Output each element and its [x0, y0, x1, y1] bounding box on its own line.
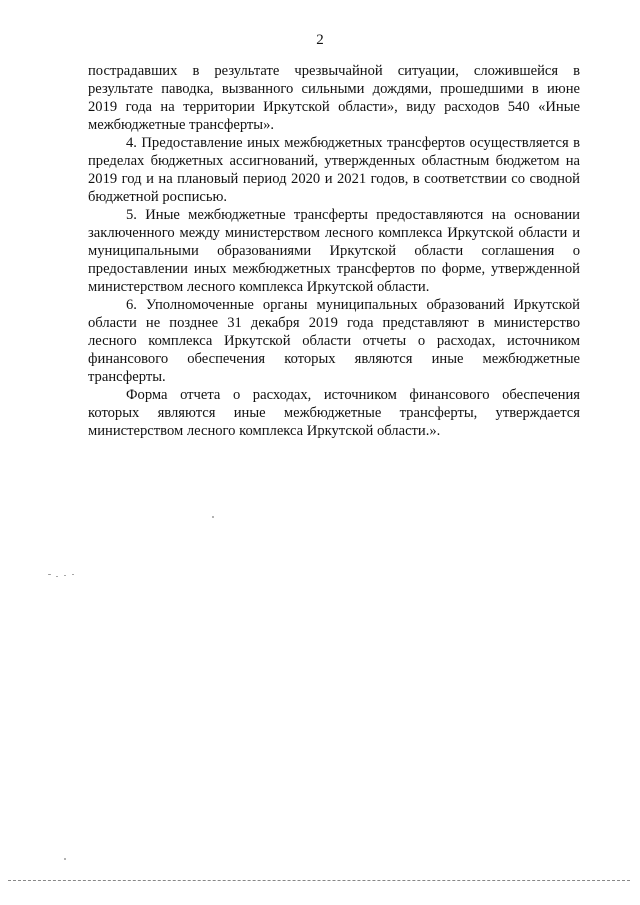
scan-speck — [64, 575, 66, 576]
paragraph-report-form: Форма отчета о расходах, источником финансового обеспечения которых являются иные межбюджетные трансферты, утверждается министерством лесного комплекса Иркутской области.». — [88, 387, 580, 439]
scan-speck — [48, 574, 51, 575]
paragraph-item-5: 5. Иные межбюджетные трансферты предоставляются на основании заключенного между министерством лесного комплекса Иркутской области и муниципальными образованиями Иркутской области соглашения о предоставлении иных межбюджетных трансфертов по форме, утвержденной министерством лесного комплекса Иркутской области. — [88, 207, 580, 295]
paragraph-continuation: пострадавших в результате чрезвычайной ситуации, сложившейся в результате паводка, вызванного сильными дождями, прошедшими в июне 2019 года на территории Иркутской области», виду расходов 540 «Иные межбюджетные трансферты». — [88, 63, 580, 133]
scan-speck — [72, 574, 74, 575]
document-body — [88, 62, 580, 440]
paragraph-item-4: 4. Предоставление иных межбюджетных трансфертов осуществляется в пределах бюджетных ассигнований, утвержденных областным бюджетом на 2019 год и на плановый период 2020 и 2021 годов, в соответствии со сводной бюджетной росписью. — [88, 135, 580, 205]
paragraph-item-6: 6. Уполномоченные органы муниципальных образований Иркутской области не позднее 31 декабря 2019 года представляют в министерство лесного комплекса Иркутской области отчеты о расходах, источником финансового обеспечения которых являются иные межбюджетные трансферты. — [88, 297, 580, 385]
scan-speck — [212, 516, 214, 518]
scan-edge-line — [8, 880, 630, 881]
scan-speck — [56, 576, 58, 577]
scan-speck — [64, 858, 66, 860]
page-number: 2 — [316, 32, 324, 48]
